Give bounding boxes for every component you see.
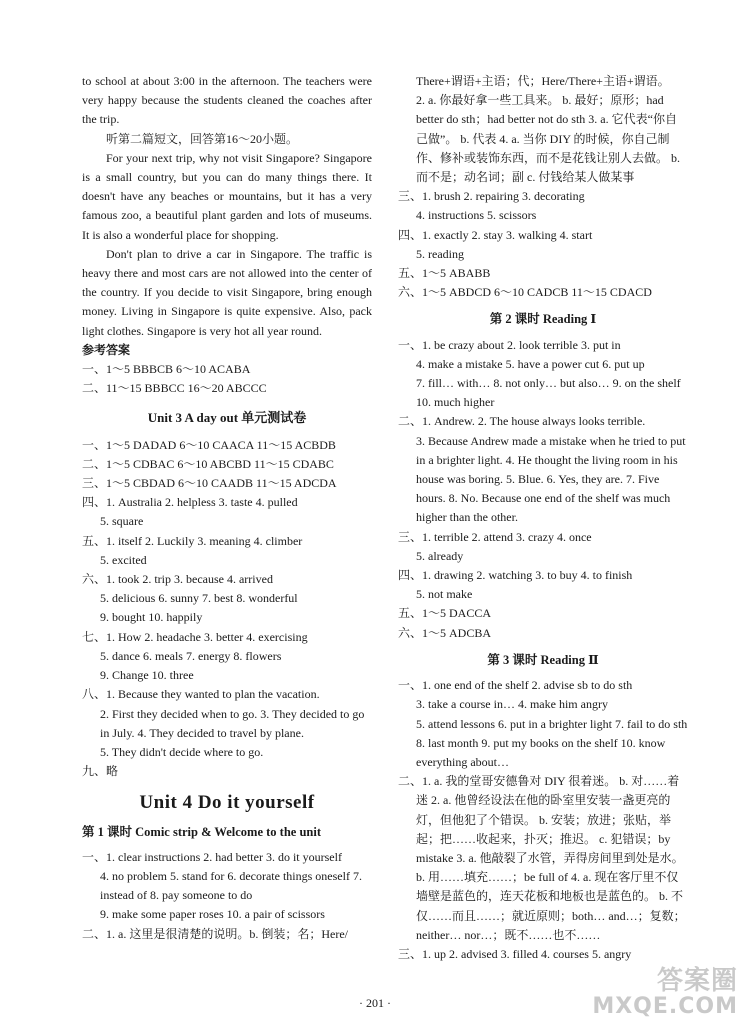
answer-line: 六、1. took 2. trip 3. because 4. arrived bbox=[82, 572, 273, 587]
lesson1-title: 第 1 课时 Comic strip & Welcome to the unit bbox=[82, 824, 321, 839]
answer-line: 三、1～5 CBDAD 6～10 CAADB 11～15 ADCDA bbox=[82, 476, 337, 491]
right-column bbox=[398, 72, 688, 964]
watermark-logo bbox=[592, 965, 738, 1019]
answer-line: 5. reading bbox=[416, 246, 464, 261]
unit3-answers bbox=[82, 436, 372, 782]
answer-line: 3. Because Andrew made a mistake when he tried to put in a brighter light. 4. He thought the living room in his house was boring. 5. Blue. 6. Yes, they are. 7. Five hours. 8. No. Because one end of the shelf was much higher than the other. bbox=[416, 433, 686, 525]
answer-line: 9. make some paper roses 10. a pair of scissors bbox=[100, 907, 325, 922]
answer-line: 五、1. itself 2. Luckily 3. meaning 4. climber bbox=[82, 533, 303, 548]
answer-line: 一、1～5 BBBCB 6～10 ACABA bbox=[82, 362, 251, 377]
answer-line: 二、1. a. 我的堂哥安德鲁对 DIY 很着迷。 b. 对……着迷 2. a. 他曾经设法在他的卧室里安装一盏更亮的灯，但他犯了个错误。 b. 安装；放进；张贴，举起；把……收起来，扑灭；推迟。 c. 犯错误；by mistake 3. a. 他敲裂了水管，弄得房间里到处是水。 b. 用……填充……；be full of 4. a. 现在客厅里不仅墙壁是蓝色的，连天花板和地板也是蓝色的。 b. 不仅……而且……；就近原则；both… and…；复数；neither… nor…；既不……也不…… bbox=[398, 774, 686, 942]
answer-line: 二、1～5 CDBAC 6～10 ABCBD 11～15 CDABC bbox=[82, 456, 334, 471]
answer-line: 八、1. Because they wanted to plan the vacation. bbox=[82, 687, 320, 702]
watermark-url: MXQE.COM bbox=[592, 993, 738, 1019]
listening-instruction: 听第二篇短文，回答第16～20小题。 bbox=[106, 131, 299, 146]
answer-line: 5. excited bbox=[100, 552, 147, 567]
lesson2-answers bbox=[398, 336, 688, 643]
answer-line: 7. fill… with… 8. not only… but also… 9. on the shelf 10. much higher bbox=[416, 376, 681, 410]
answer-line: 9. bought 10. happily bbox=[100, 610, 203, 625]
lesson1-answers bbox=[82, 848, 372, 944]
lesson3-answers bbox=[398, 676, 688, 964]
answer-line: 四、1. Australia 2. helpless 3. taste 4. pulled bbox=[82, 495, 298, 510]
answer-line: 六、1～5 ABDCD 6～10 CADCB 11～15 CDACD bbox=[398, 285, 652, 300]
answer-line: 2. a. 你最好拿一些工具来。 b. 最好；原形；had better do sth；had better not do sth 3. a. 它代表“你自己做”。 b. 代表 4. a. 当你 DIY 的时候，你自己制作、修补或装饰东西，而不是花钱让别人去做。 b. 而不是；动名词；副 c. 付钱给某人做某事 bbox=[416, 93, 681, 185]
reference-answers-title: 参考答案 bbox=[82, 342, 131, 357]
unit4-title: Unit 4 Do it yourself bbox=[139, 792, 315, 814]
answer-line: 5. delicious 6. sunny 7. best 8. wonderful bbox=[100, 591, 298, 606]
answer-line: 三、1. up 2. advised 3. filled 4. courses 5. angry bbox=[398, 946, 632, 961]
lesson1-answers-continued bbox=[398, 72, 688, 302]
passage-paragraph: For your next trip, why not visit Singapore? Singapore is a small country, but you can do many things there. It doesn't have any beaches or mountains, but it has a very famous zoo, a beautiful plant garden and lots of museums. It is also a wonderful place for shopping. bbox=[82, 150, 372, 242]
answer-line: 三、1. brush 2. repairing 3. decorating bbox=[398, 189, 585, 204]
lesson2-title: 第 2 课时 Reading Ⅰ bbox=[489, 312, 597, 327]
lesson3-title: 第 3 课时 Reading Ⅱ bbox=[487, 652, 599, 667]
page-number: · 201 · bbox=[359, 996, 391, 1010]
answer-line: 六、1～5 ADCBA bbox=[398, 625, 492, 640]
left-column bbox=[82, 72, 372, 944]
answer-line: 5. already bbox=[416, 548, 464, 563]
answer-line: 九、略 bbox=[82, 764, 119, 779]
answer-line: 5. attend lessons 6. put in a brighter light 7. fail to do sth 8. last month 9. put my books on the shelf 10. know everything about… bbox=[416, 716, 688, 769]
answer-line: 一、1. be crazy about 2. look terrible 3. put in bbox=[398, 337, 621, 352]
answer-line: 一、1～5 DADAD 6～10 CAACA 11～15 ACBDB bbox=[82, 437, 336, 452]
answer-line: 五、1～5 ABABB bbox=[398, 266, 491, 281]
answer-line: 5. square bbox=[100, 514, 144, 529]
passage-continuation: to school at about 3:00 in the afternoon. The teachers were very happy because the students cleaned the coaches after the trip. bbox=[82, 74, 372, 127]
answer-line: 4. instructions 5. scissors bbox=[416, 208, 537, 223]
answer-line: 4. make a mistake 5. have a power cut 6. put up bbox=[416, 356, 645, 371]
answer-line: 5. not make bbox=[416, 587, 473, 602]
answer-line: 2. First they decided when to go. 3. They decided to go in July. 4. They decided to travel by plane. bbox=[100, 706, 365, 740]
answer-line: 一、1. clear instructions 2. had better 3. do it yourself bbox=[82, 849, 342, 864]
watermark-text: 答案圈 bbox=[656, 965, 738, 996]
answer-line: 三、1. terrible 2. attend 3. crazy 4. once bbox=[398, 529, 592, 544]
answer-line: There+谓语+主语；代；Here/There+主语+谓语。 bbox=[416, 74, 670, 88]
answer-line: 二、1. a. 这里是很清楚的说明。b. 倒装；名；Here/ bbox=[82, 926, 348, 941]
answer-line: 七、1. How 2. headache 3. better 4. exercising bbox=[82, 629, 308, 644]
answer-line: 5. dance 6. meals 7. energy 8. flowers bbox=[100, 648, 282, 663]
answer-line: 3. take a course in… 4. make him angry bbox=[416, 697, 608, 712]
answer-line: 一、1. one end of the shelf 2. advise sb to do sth bbox=[398, 678, 633, 693]
answer-line: 二、1. Andrew. 2. The house always looks terrible. bbox=[398, 414, 646, 429]
answer-line: 9. Change 10. three bbox=[100, 668, 194, 683]
answer-line: 四、1. drawing 2. watching 3. to buy 4. to finish bbox=[398, 568, 633, 583]
unit3-test-title: Unit 3 A day out 单元测试卷 bbox=[147, 410, 307, 426]
answer-line: 5. They didn't decide where to go. bbox=[100, 744, 264, 759]
answer-line: 二、11～15 BBBCC 16～20 ABCCC bbox=[82, 381, 267, 396]
answer-line: 4. no problem 5. stand for 6. decorate things oneself 7. instead of 8. pay someone to do bbox=[100, 868, 362, 903]
answer-line: 五、1～5 DACCA bbox=[398, 606, 492, 621]
passage-paragraph: Don't plan to drive a car in Singapore. The traffic is heavy there and most cars are not allowed into the center of the country. If you decide to visit Singapore, bring enough money. Living in Singapore is quite expensive. Also, pack light clothes. Singapore is very hot all year round. bbox=[82, 246, 372, 338]
answer-line: 四、1. exactly 2. stay 3. walking 4. start bbox=[398, 227, 593, 242]
